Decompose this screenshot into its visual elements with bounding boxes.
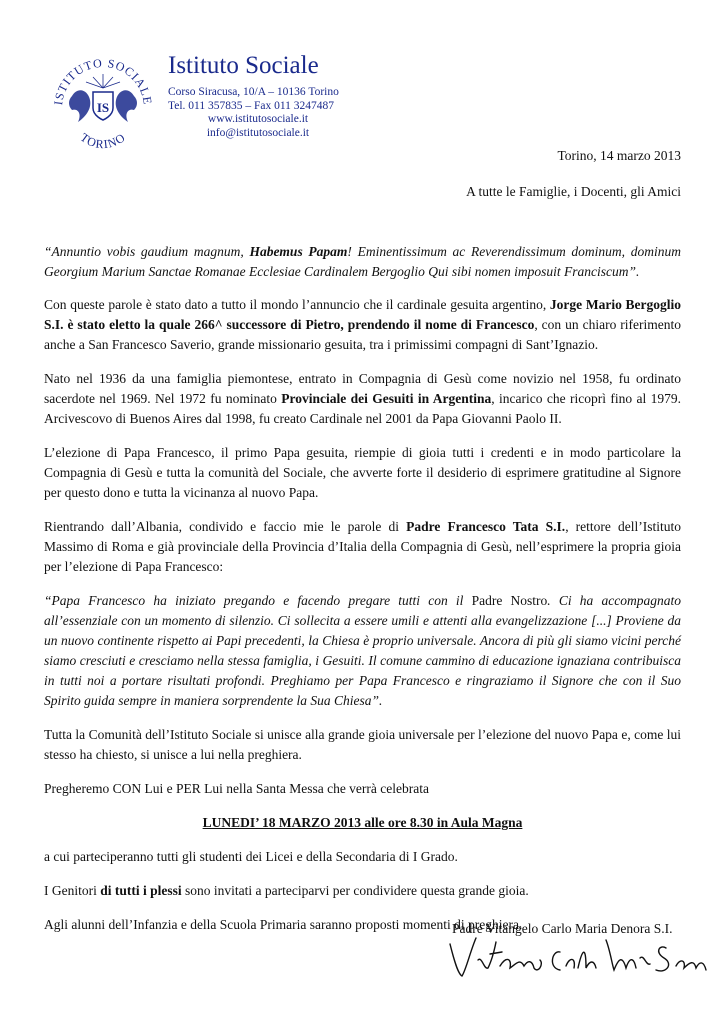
- p2-text: Nato nel 1936 da una famiglia piemontese, entrato in Compagnia di Gesù come novizio nel 1958, fu ordinato sacerdote nel 1969. Nel 1972 fu nominato: [44, 371, 681, 406]
- paragraph-primary: Agli alunni dell’Infanzia e della Scuola Primaria saranno proposti momenti di preghiera.: [44, 917, 523, 932]
- p4-text-end: , rettore dell’Istituto Massimo di Roma e già provinciale della Provincia d’Italia della Compagnia di Gesù, nell’esprimere la propria gioia per l’elezione di Papa Francesco:: [44, 519, 682, 574]
- institute-address: Corso Siracusa, 10/A – 10136 Torino: [168, 86, 339, 98]
- institute-contacts: [168, 86, 348, 140]
- paragraph-tata: [44, 517, 681, 577]
- svg-text:ISTITUTO SOCIALE: ISTITUTO SOCIALE: [51, 55, 155, 106]
- p8-text-end: sono invitati a parteciparvi per condividere questa grande gioia.: [181, 883, 529, 898]
- institute-name: Istituto Sociale: [168, 52, 319, 79]
- institute-website[interactable]: www.istitutosociale.it: [207, 113, 309, 125]
- quote1-text: “Annuntio vobis gaudium magnum,: [44, 244, 250, 259]
- p8-bold: di tutti i plessi: [100, 883, 182, 898]
- signatory-name: Padre Vitangelo Carlo Maria Denora S.I.: [452, 921, 673, 936]
- quote2-upright: Padre Nostro: [471, 593, 548, 608]
- paragraph-community: Tutta la Comunità dell’Istituto Sociale si unisce alla grande gioia universale per l’elezione del nuovo Papa e, come lui stesso ha chiesto, si unisce a lui nella preghiera.: [44, 727, 681, 762]
- p4-bold: Padre Francesco Tata S.I.: [406, 519, 566, 534]
- handwritten-signature: [440, 930, 710, 980]
- institute-seal-logo: [48, 50, 158, 150]
- p2-bold: Provinciale dei Gesuiti in Argentina: [281, 391, 492, 406]
- svg-text:TORINO: TORINO: [77, 130, 129, 150]
- institute-phone: Tel. 011 357835 – Fax 011 3247487: [168, 99, 335, 112]
- paragraph-students: a cui parteciperanno tutti gli studenti dei Licei e della Secondaria di I Grado.: [44, 849, 458, 864]
- quote1-text-end: ! Eminentissimum ac Reverendissimum dominum, dominum Georgium Marium Sanctae Romanae Ecclesiae Cardinalem Bergoglio Qui sibi nomen imposuit Franciscum”.: [44, 244, 681, 279]
- institute-email[interactable]: info@istitutosociale.it: [206, 126, 310, 139]
- paragraph-announcement: [44, 295, 681, 355]
- p2-text-end: , incarico che ricoprì fino al 1979. Arcivescovo di Buenos Aires dal 1998, fu creato Cardinale nel 2001 da Papa Giovanni Paolo II.: [44, 391, 681, 426]
- quote2-text: “Papa Francesco ha iniziato pregando e facendo pregare tutti con il: [44, 593, 472, 608]
- quote2-text-end: . Ci ha accompagnato all’essenziale con un momento di silenzio. Ci sollecita a essere umili e attenti alla evangelizzazione [...] Proviene da un nuovo continente rispetto ai Papi precedenti, la Chiesa è proprio universale. Ancora di più gli siamo vicini perché siamo cresciuti e cresciamo nella stessa famiglia, i Gesuiti. Il comune cammino di educazione ignaziana contribuisca in tutti noi a portare risultati profondi. Preghiamo per Papa Francesco e ringraziamo il Signore che con il Suo Spirito guida sempre in maniera sorprendente la Sua Chiesa”.: [44, 593, 681, 708]
- tata-quote: [44, 591, 681, 711]
- letter-date: Torino, 14 marzo 2013: [557, 148, 681, 163]
- p8-text: I Genitori: [44, 883, 101, 898]
- habemus-papam-quote: [44, 242, 681, 282]
- paragraph-parents: [44, 881, 681, 901]
- p1-text-end: , con un chiaro riferimento anche a San Francesco Saverio, grande missionario gesuita, tra i primissimi compagni di Sant’Ignazio.: [44, 317, 681, 352]
- p1-text: Con queste parole è stato dato a tutto il mondo l’annuncio che il cardinale gesuita argentino,: [44, 297, 550, 312]
- p1-bold: Jorge Mario Bergoglio S.I. è stato eletto la quale 266^ successore di Pietro, prendendo il nome di Francesco: [44, 297, 681, 332]
- letter-recipients: A tutte le Famiglie, i Docenti, gli Amici: [466, 184, 681, 199]
- quote1-highlight: Habemus Papam: [249, 244, 348, 259]
- seal-monogram: IS: [96, 100, 110, 115]
- paragraph-biography: [44, 369, 681, 429]
- paragraph-mass-intro: Pregheremo CON Lui e PER Lui nella Santa Messa che verrà celebrata: [44, 781, 429, 796]
- paragraph-joy: L’elezione di Papa Francesco, il primo Papa gesuita, riempie di gioia tutti i credenti e in modo particolare la Compagnia di Gesù e tutta la comunità del Sociale, che avverte forte il desiderio di esprimere gratitudine al Signore per questo dono e tutta la vicinanza al nuovo Papa.: [44, 445, 681, 500]
- p4-text: Rientrando dall’Albania, condivido e faccio mie le parole di: [44, 519, 407, 534]
- letter-body: [44, 242, 681, 949]
- mass-date-line: LUNEDI’ 18 MARZO 2013 alle ore 8.30 in Aula Magna: [202, 815, 523, 830]
